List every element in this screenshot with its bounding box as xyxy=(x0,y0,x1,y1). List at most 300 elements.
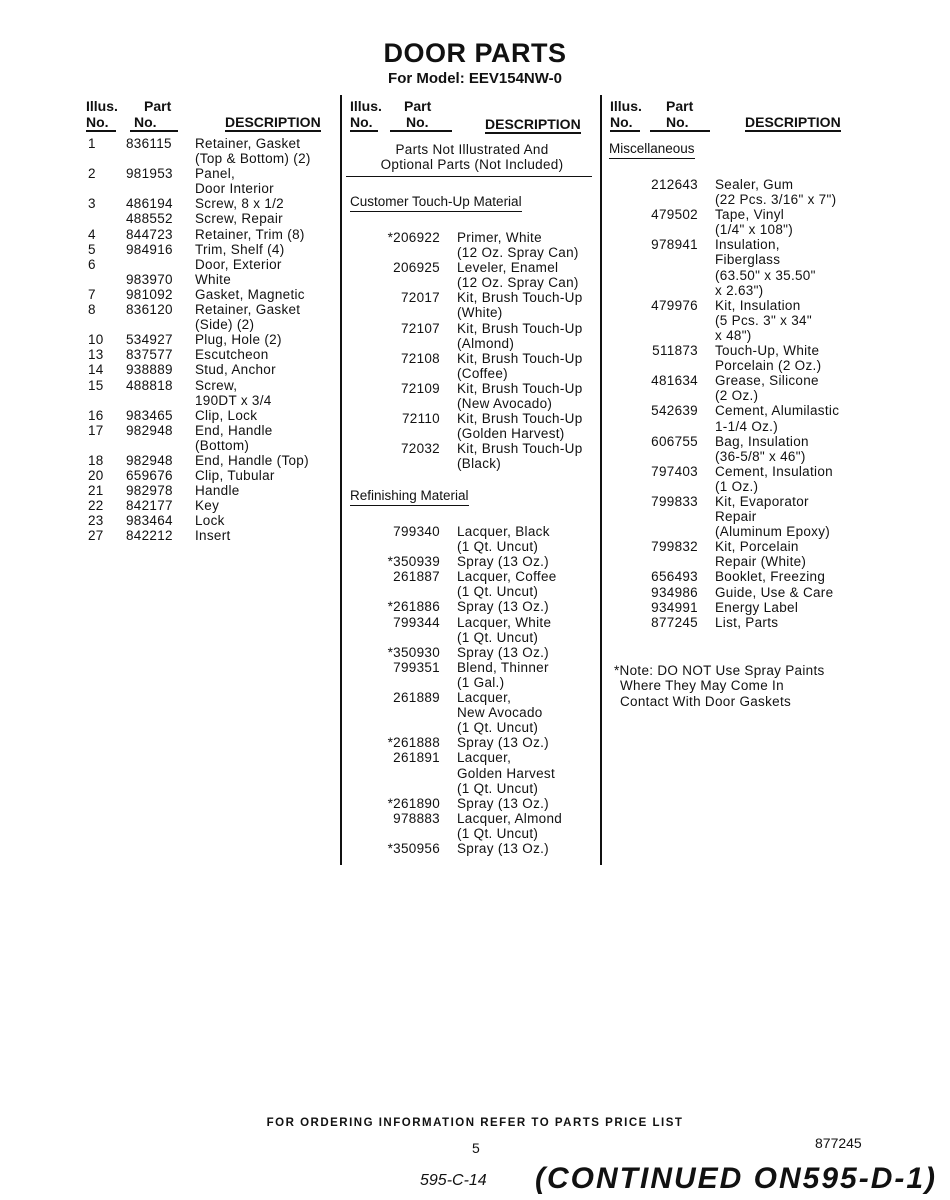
description-line: (Bottom) xyxy=(195,437,250,453)
part-row xyxy=(340,569,600,599)
part-description xyxy=(715,615,778,630)
description-line: Kit, Brush Touch-Up xyxy=(457,320,583,336)
illus-number: 21 xyxy=(88,483,104,499)
description-line: Kit, Brush Touch-Up xyxy=(457,380,583,396)
part-row xyxy=(80,362,335,377)
part-row xyxy=(80,528,335,543)
part-row xyxy=(80,332,335,347)
part-number: 481634 xyxy=(651,373,698,389)
part-number: 72032 xyxy=(400,441,440,457)
part-number: 799351 xyxy=(393,659,440,675)
description-line: Touch-Up, White xyxy=(715,343,820,359)
part-description xyxy=(457,735,549,750)
part-row xyxy=(80,166,335,196)
part-row xyxy=(340,750,600,795)
description-line: Spray (13 Oz.) xyxy=(457,795,549,811)
description-line: Spray (13 Oz.) xyxy=(457,735,549,751)
part-number: 72108 xyxy=(400,350,440,366)
description-line: (Top & Bottom) (2) xyxy=(195,151,311,167)
part-description xyxy=(457,645,549,660)
part-description xyxy=(195,227,305,242)
description-line: (2 Oz.) xyxy=(715,388,759,404)
illus-number: 6 xyxy=(88,256,96,272)
part-row xyxy=(340,230,600,260)
part-number: 261889 xyxy=(393,690,440,706)
part-number: 72109 xyxy=(400,380,440,396)
part-row xyxy=(340,841,600,856)
part-description xyxy=(195,513,225,528)
part-row xyxy=(340,615,600,645)
part-number: 877245 xyxy=(651,614,698,630)
ordering-footer: FOR ORDERING INFORMATION REFER TO PARTS PRICE LIST xyxy=(266,1117,684,1129)
description-line: Golden Harvest xyxy=(457,765,555,781)
description-line: Lacquer, Coffee xyxy=(457,569,557,585)
part-number: 842212 xyxy=(126,528,173,544)
part-row xyxy=(80,498,335,513)
part-row xyxy=(600,569,860,584)
part-description xyxy=(457,524,550,554)
part-description xyxy=(715,434,809,464)
part-row xyxy=(600,434,860,464)
refinishing-parts-list xyxy=(340,524,600,856)
description-line: Blend, Thinner xyxy=(457,659,549,675)
part-number: 479502 xyxy=(651,207,698,223)
part-description xyxy=(457,569,557,599)
description-line: Insert xyxy=(195,528,231,544)
description-line: x 2.63") xyxy=(715,282,764,298)
part-description xyxy=(195,528,231,543)
part-number: 72110 xyxy=(401,411,440,427)
description-line: 1-1/4 Oz.) xyxy=(715,418,779,434)
part-number: *261890 xyxy=(387,795,440,811)
part-row xyxy=(340,599,600,614)
part-row xyxy=(80,287,335,302)
illus-number: 13 xyxy=(88,347,104,363)
description-line: Stud, Anchor xyxy=(195,362,276,378)
part-number: 799833 xyxy=(651,494,698,509)
section-miscellaneous: Miscellaneous xyxy=(609,141,695,156)
page-title: DOOR PARTS xyxy=(383,38,567,68)
part-number: *350930 xyxy=(387,644,440,660)
col3-illus-header: Illus. No. xyxy=(610,98,642,130)
description-line: End, Handle xyxy=(195,422,273,438)
part-number: 938889 xyxy=(126,362,173,378)
illus-number: 18 xyxy=(88,452,104,468)
description-line: Repair xyxy=(715,509,757,525)
part-number: 983464 xyxy=(126,513,173,529)
part-number: 797403 xyxy=(651,463,698,479)
part-row xyxy=(80,408,335,423)
illus-number: 5 xyxy=(88,241,96,257)
part-row xyxy=(80,347,335,362)
description-line: Repair (White) xyxy=(715,554,807,570)
part-description xyxy=(195,136,311,166)
part-row xyxy=(600,237,860,297)
part-row xyxy=(600,298,860,343)
description-line: Screw, 8 x 1/2 xyxy=(195,196,284,212)
description-line: (12 Oz. Spray Can) xyxy=(457,245,579,261)
model-subtitle: For Model: EEV154NW-0 xyxy=(388,70,562,87)
description-line: (Coffee) xyxy=(457,365,508,381)
description-line: Plug, Hole (2) xyxy=(195,332,282,348)
part-number: 261891 xyxy=(393,750,440,766)
door-parts-list xyxy=(80,136,335,544)
part-row xyxy=(340,381,600,411)
part-description xyxy=(195,166,274,196)
part-description xyxy=(195,347,269,362)
part-description xyxy=(457,381,583,411)
illus-number: 14 xyxy=(88,362,104,378)
col2-desc-header: DESCRIPTION xyxy=(485,116,581,132)
section-rule xyxy=(346,176,592,177)
part-row xyxy=(340,290,600,320)
description-line: (Golden Harvest) xyxy=(457,426,565,442)
illus-number: 2 xyxy=(88,166,96,182)
part-description xyxy=(457,811,562,841)
part-row xyxy=(80,257,335,272)
part-number: 982978 xyxy=(126,483,173,499)
part-number: 934986 xyxy=(651,584,698,600)
description-line: Kit, Insulation xyxy=(715,297,801,313)
part-row xyxy=(600,177,860,207)
part-number: 511873 xyxy=(652,343,698,359)
part-number: 488818 xyxy=(126,377,173,393)
part-number: 261887 xyxy=(393,569,440,585)
description-line: x 48") xyxy=(715,327,752,343)
description-line: Sealer, Gum xyxy=(715,177,794,192)
part-row xyxy=(600,494,860,539)
description-line: (New Avocado) xyxy=(457,396,553,412)
part-description xyxy=(457,411,583,441)
illus-number: 15 xyxy=(88,377,104,393)
description-line: Retainer, Gasket xyxy=(195,302,301,318)
part-description xyxy=(715,373,819,403)
not-illustrated-note: Parts Not Illustrated And Optional Parts (Not Included) xyxy=(380,142,564,173)
col2-part-header: Part No. xyxy=(390,98,452,132)
description-line: (1 Qt. Uncut) xyxy=(457,584,539,600)
part-description xyxy=(715,343,821,373)
part-number: 983465 xyxy=(126,407,173,423)
description-line: Screw, xyxy=(195,377,238,393)
col1-desc-header: DESCRIPTION xyxy=(225,114,321,130)
description-line: 190DT x 3/4 xyxy=(195,392,272,408)
part-row xyxy=(80,378,335,408)
part-description xyxy=(715,600,798,615)
description-line: Retainer, Gasket xyxy=(195,136,301,151)
description-line: Trim, Shelf (4) xyxy=(195,241,285,257)
part-row xyxy=(340,524,600,554)
description-line: Cement, Alumilastic xyxy=(715,403,840,419)
part-number: 479976 xyxy=(651,297,698,313)
description-line: End, Handle (Top) xyxy=(195,452,309,468)
part-row xyxy=(340,690,600,735)
description-line: Screw, Repair xyxy=(195,211,283,227)
description-line: New Avocado xyxy=(457,705,543,721)
description-line: Kit, Porcelain xyxy=(715,539,799,555)
part-number: *261888 xyxy=(387,735,440,751)
part-description xyxy=(715,403,839,433)
description-line: Tape, Vinyl xyxy=(715,207,785,223)
part-number: 659676 xyxy=(126,468,173,484)
description-line: Leveler, Enamel xyxy=(457,260,559,276)
part-number: 486194 xyxy=(126,196,173,212)
part-row xyxy=(340,645,600,660)
description-line: Kit, Evaporator xyxy=(715,494,809,509)
part-number: 837577 xyxy=(126,347,173,363)
description-line: List, Parts xyxy=(715,614,779,630)
illus-number: 22 xyxy=(88,498,104,514)
part-number: 799344 xyxy=(393,614,440,630)
part-description xyxy=(715,177,836,207)
part-row xyxy=(600,600,860,615)
part-description xyxy=(457,750,555,795)
part-number: 534927 xyxy=(126,332,173,348)
part-number: 982948 xyxy=(126,422,173,438)
part-number: 981953 xyxy=(126,166,173,182)
part-row xyxy=(80,211,335,226)
description-line: (1 Qt. Uncut) xyxy=(457,780,539,796)
description-line: Escutcheon xyxy=(195,347,269,363)
description-line: Booklet, Freezing xyxy=(715,569,826,585)
part-row xyxy=(600,343,860,373)
part-number: 978883 xyxy=(393,810,440,826)
part-number: 983970 xyxy=(126,271,173,287)
description-line: White xyxy=(195,271,232,287)
description-line: Insulation, xyxy=(715,237,780,253)
part-row xyxy=(80,302,335,332)
part-description xyxy=(195,272,231,287)
description-line: Spray (13 Oz.) xyxy=(457,644,549,660)
col2-illus-header: Illus. No. xyxy=(350,98,382,130)
part-row xyxy=(600,403,860,433)
description-line: Clip, Tubular xyxy=(195,468,275,484)
part-description xyxy=(195,453,309,468)
part-row xyxy=(600,373,860,403)
description-line: Lacquer, xyxy=(457,750,512,766)
part-description xyxy=(457,554,549,569)
description-line: Lacquer, Black xyxy=(457,524,550,539)
description-line: Spray (13 Oz.) xyxy=(457,554,549,570)
miscellaneous-parts-list xyxy=(600,177,860,630)
part-description xyxy=(195,287,305,302)
description-line: Panel, xyxy=(195,166,236,182)
description-line: (5 Pcs. 3" x 34" xyxy=(715,312,812,328)
part-description xyxy=(715,298,812,343)
illus-number: 16 xyxy=(88,407,104,423)
description-line: (1 Oz.) xyxy=(715,478,759,494)
touch-up-parts-list xyxy=(340,230,600,472)
description-line: (63.50" x 35.50" xyxy=(715,267,816,283)
description-line: (1 Qt. Uncut) xyxy=(457,720,539,736)
part-number: 72017 xyxy=(400,290,440,306)
continued-notice: (CONTINUED ON595-D-1) xyxy=(535,1162,938,1195)
part-number: *350956 xyxy=(387,841,440,856)
description-line: (1 Gal.) xyxy=(457,674,505,690)
part-number: 72107 xyxy=(400,320,440,336)
description-line: (Aluminum Epoxy) xyxy=(715,524,831,540)
description-line: Grease, Silicone xyxy=(715,373,819,389)
part-row xyxy=(80,136,335,166)
part-description xyxy=(457,599,549,614)
part-description xyxy=(195,423,273,453)
description-line: Lock xyxy=(195,513,225,529)
part-row xyxy=(340,351,600,381)
part-number: 656493 xyxy=(651,569,698,585)
part-description xyxy=(457,260,579,290)
part-number: 981092 xyxy=(126,286,173,302)
description-line: Spray (13 Oz.) xyxy=(457,841,549,856)
description-line: (Almond) xyxy=(457,335,515,351)
part-description xyxy=(457,441,583,471)
col1-illus-header: Illus. No. xyxy=(86,98,118,130)
illus-number: 23 xyxy=(88,513,104,529)
description-line: Lacquer, Almond xyxy=(457,810,563,826)
part-description xyxy=(195,242,285,257)
part-row xyxy=(340,411,600,441)
description-line: Kit, Brush Touch-Up xyxy=(457,350,583,366)
part-description xyxy=(715,494,830,539)
description-line: Gasket, Magnetic xyxy=(195,286,305,302)
part-row xyxy=(340,260,600,290)
description-line: (1/4" x 108") xyxy=(715,222,794,238)
part-description xyxy=(195,211,283,226)
part-row xyxy=(340,441,600,471)
illus-number: 27 xyxy=(88,528,104,544)
illus-number: 7 xyxy=(88,286,96,302)
part-row xyxy=(80,227,335,242)
part-row xyxy=(80,272,335,287)
part-description xyxy=(457,660,549,690)
description-line: (1 Qt. Uncut) xyxy=(457,825,539,841)
page-number: 5 xyxy=(472,1140,480,1156)
part-number: 206925 xyxy=(393,260,440,276)
description-line: Door, Exterior xyxy=(195,256,282,272)
section-refinishing: Refinishing Material xyxy=(350,488,469,503)
description-line: (36-5/8" x 46") xyxy=(715,448,806,464)
description-line: Guide, Use & Care xyxy=(715,584,834,600)
illus-number: 3 xyxy=(88,196,96,212)
description-line: Porcelain (2 Oz.) xyxy=(715,358,822,374)
part-description xyxy=(195,498,219,513)
part-description xyxy=(715,237,816,297)
part-description xyxy=(195,332,282,347)
description-line: (White) xyxy=(457,305,503,321)
spray-paint-note: *Note: DO NOT Use Spray Paints Where They May Come In Contact With Door Gaskets xyxy=(614,663,825,709)
description-line: (22 Pcs. 3/16" x 7") xyxy=(715,192,837,208)
description-line: Lacquer, xyxy=(457,690,512,706)
description-line: Fiberglass xyxy=(715,252,781,268)
part-row xyxy=(340,735,600,750)
part-number: 542639 xyxy=(651,403,698,419)
description-line: Lacquer, White xyxy=(457,614,552,630)
part-row xyxy=(80,483,335,498)
description-line: (Black) xyxy=(457,456,502,472)
description-line: Primer, White xyxy=(457,230,542,245)
part-row xyxy=(340,796,600,811)
description-line: Kit, Brush Touch-Up xyxy=(457,411,583,427)
part-description xyxy=(457,230,579,260)
illus-number: 8 xyxy=(88,302,96,318)
part-description xyxy=(715,585,833,600)
part-number: *350939 xyxy=(387,554,440,570)
part-number: 799340 xyxy=(393,524,440,539)
part-number: 799832 xyxy=(651,539,698,555)
part-description xyxy=(457,351,583,381)
description-line: Energy Label xyxy=(715,599,799,615)
part-row xyxy=(340,554,600,569)
part-number: 488552 xyxy=(126,211,173,227)
description-line: Kit, Brush Touch-Up xyxy=(457,290,583,306)
part-description xyxy=(457,321,583,351)
description-line: Kit, Brush Touch-Up xyxy=(457,441,583,457)
description-line: (12 Oz. Spray Can) xyxy=(457,275,579,291)
part-description xyxy=(715,207,793,237)
part-description xyxy=(457,796,549,811)
part-description xyxy=(195,483,240,498)
description-line: Clip, Lock xyxy=(195,407,258,423)
part-number: 842177 xyxy=(126,498,173,514)
part-row xyxy=(80,242,335,257)
illus-number: 20 xyxy=(88,468,104,484)
part-row xyxy=(340,811,600,841)
description-line: (1 Qt. Uncut) xyxy=(457,539,539,555)
part-number: 606755 xyxy=(651,433,698,449)
col3-desc-header: DESCRIPTION xyxy=(745,114,841,130)
part-row xyxy=(80,196,335,211)
part-number: 212643 xyxy=(651,177,698,192)
part-row xyxy=(80,468,335,483)
part-description xyxy=(195,362,276,377)
part-description xyxy=(715,569,825,584)
part-row xyxy=(600,585,860,600)
description-line: Handle xyxy=(195,483,240,499)
part-description xyxy=(457,615,551,645)
part-description xyxy=(195,196,284,211)
part-description xyxy=(195,302,300,332)
part-description xyxy=(715,464,833,494)
document-number: 877245 xyxy=(815,1135,862,1151)
part-number: 978941 xyxy=(651,237,698,253)
part-number: 844723 xyxy=(126,226,173,242)
section-customer-touch-up: Customer Touch-Up Material xyxy=(350,194,522,209)
part-description xyxy=(457,841,549,856)
description-line: Key xyxy=(195,498,220,514)
col1-part-header: Part No. xyxy=(130,98,178,132)
part-description xyxy=(195,408,257,423)
part-description xyxy=(195,257,282,272)
part-number: *261886 xyxy=(387,599,440,615)
description-line: Door Interior xyxy=(195,181,274,197)
part-number: 836115 xyxy=(126,136,172,151)
part-description xyxy=(457,290,583,320)
part-row xyxy=(80,423,335,453)
description-line: Retainer, Trim (8) xyxy=(195,226,305,242)
part-description xyxy=(457,690,543,735)
part-row xyxy=(600,207,860,237)
part-row xyxy=(80,453,335,468)
illus-number: 4 xyxy=(88,226,96,242)
part-row xyxy=(600,615,860,630)
col3-part-header: Part No. xyxy=(650,98,710,132)
part-row xyxy=(80,513,335,528)
part-number: *206922 xyxy=(387,230,440,245)
part-row xyxy=(600,464,860,494)
description-line: Cement, Insulation xyxy=(715,463,833,479)
part-row xyxy=(340,321,600,351)
part-number: 836120 xyxy=(126,302,173,318)
part-row xyxy=(340,660,600,690)
description-line: (Side) (2) xyxy=(195,317,255,333)
